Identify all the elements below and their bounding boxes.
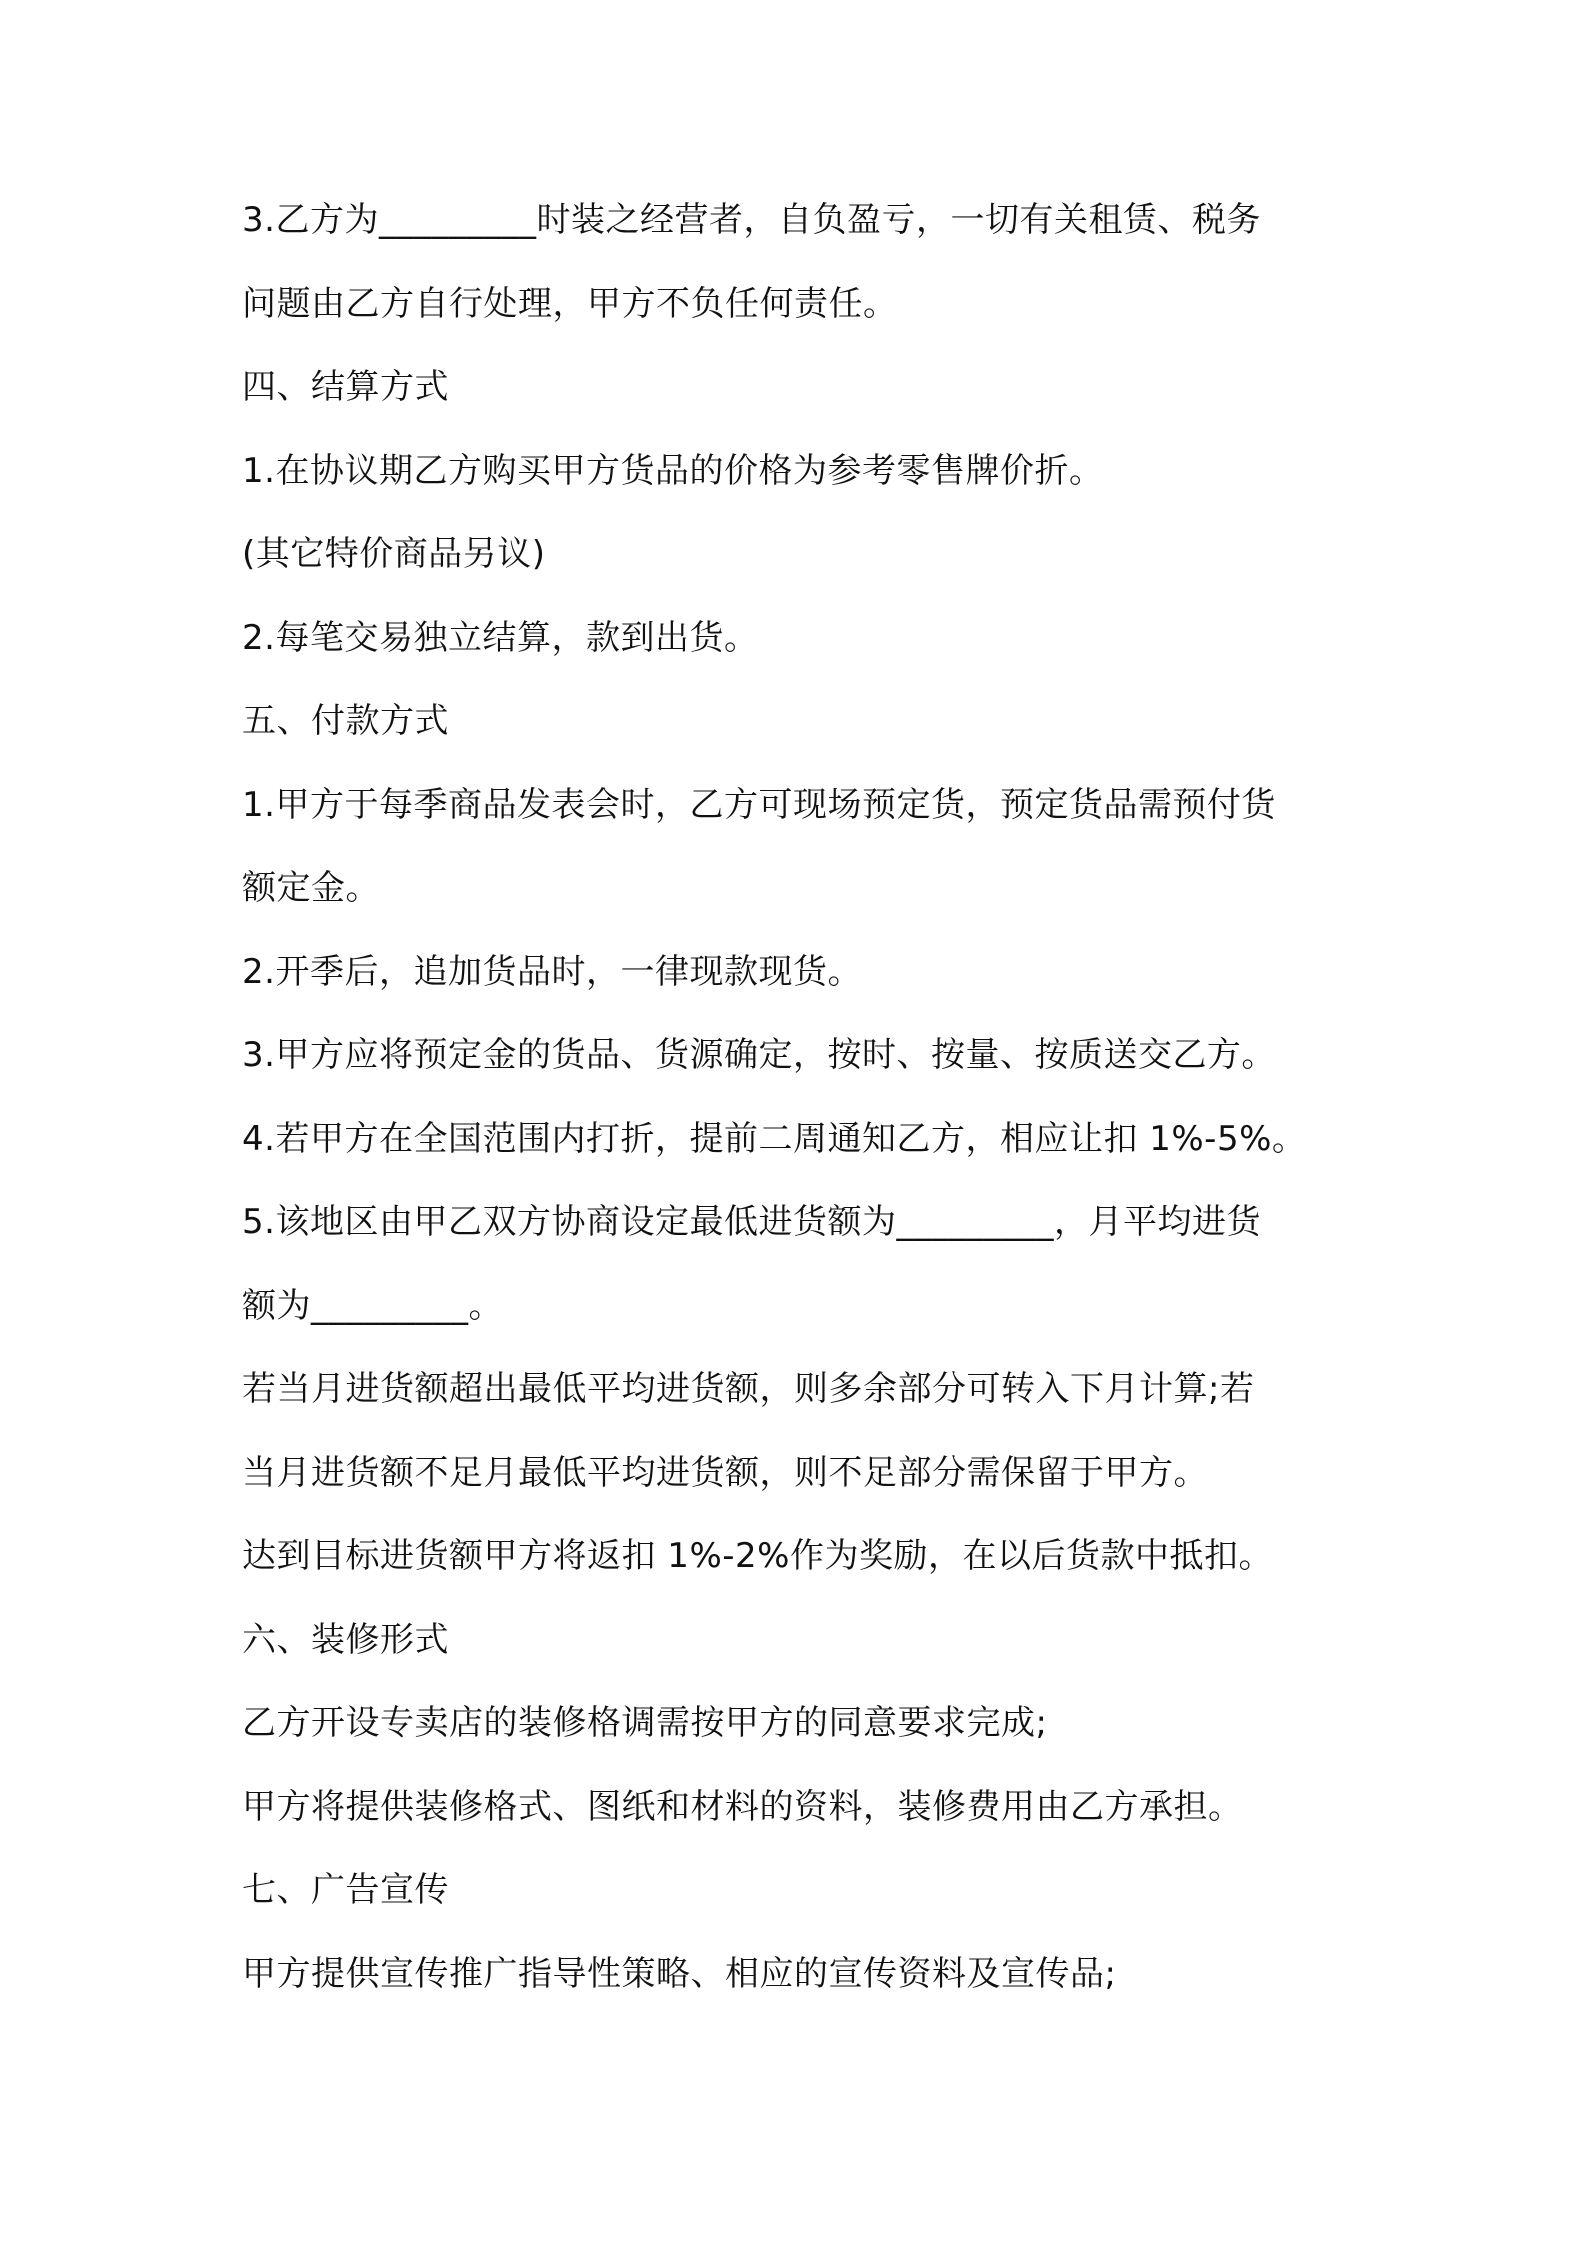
payment-clause-1: 1.甲方于每季商品发表会时，乙方可现场预定货，预定货品需预付货 [242, 784, 1276, 825]
clause-3-operator-responsibility: 3.乙方为_________时装之经营者，自负盈亏，一切有关租赁、税务 [242, 200, 1261, 240]
payment-clause-1-continued: 额定金。 [242, 868, 380, 908]
section-heading-settlement: 四、结算方式 [242, 367, 449, 407]
settlement-clause-2: 2.每笔交易独立结算，款到出货。 [242, 617, 759, 658]
decoration-clause-2: 甲方将提供装修格式、图纸和材料的资料，装修费用由乙方承担。 [242, 1786, 1243, 1827]
advertising-clause-1: 甲方提供宣传推广指导性策略、相应的宣传资料及宣传品; [242, 1953, 1117, 1994]
settlement-note: (其它特价商品另议) [242, 534, 546, 574]
payment-clause-5: 5.该地区由甲乙双方协商设定最低进货额为_________，月平均进货 [242, 1202, 1261, 1242]
clause-3-continued: 问题由乙方自行处理，甲方不负任何责任。 [242, 283, 898, 324]
payment-clause-2: 2.开季后，追加货品时，一律现款现货。 [242, 951, 862, 992]
payment-reward-rule: 达到目标进货额甲方将返扣 1%-2%作为奖励，在以后货款中抵扣。 [242, 1536, 1273, 1576]
payment-clause-3: 3.甲方应将预定金的货品、货源确定，按时、按量、按质送交乙方。 [242, 1035, 1276, 1075]
decoration-clause-1: 乙方开设专卖店的装修格调需按甲方的同意要求完成; [242, 1703, 1048, 1743]
section-heading-payment: 五、付款方式 [242, 701, 449, 741]
payment-clause-5-continued: 额为_________。 [242, 1285, 503, 1326]
section-heading-advertising: 七、广告宣传 [242, 1870, 449, 1910]
settlement-clause-1: 1.在协议期乙方购买甲方货品的价格为参考零售牌价折。 [242, 450, 1104, 491]
payment-clause-4: 4.若甲方在全国范围内打折，提前二周通知乙方，相应让扣 1%-5%。 [242, 1118, 1307, 1159]
payment-carryover-rule: 若当月进货额超出最低平均进货额，则多余部分可转入下月计算;若 [242, 1369, 1255, 1409]
document-body [242, 200, 1382, 2037]
section-heading-decoration: 六、装修形式 [242, 1619, 449, 1660]
payment-carryover-rule-continued: 当月进货额不足月最低平均进货额，则不足部分需保留于甲方。 [242, 1452, 1208, 1493]
